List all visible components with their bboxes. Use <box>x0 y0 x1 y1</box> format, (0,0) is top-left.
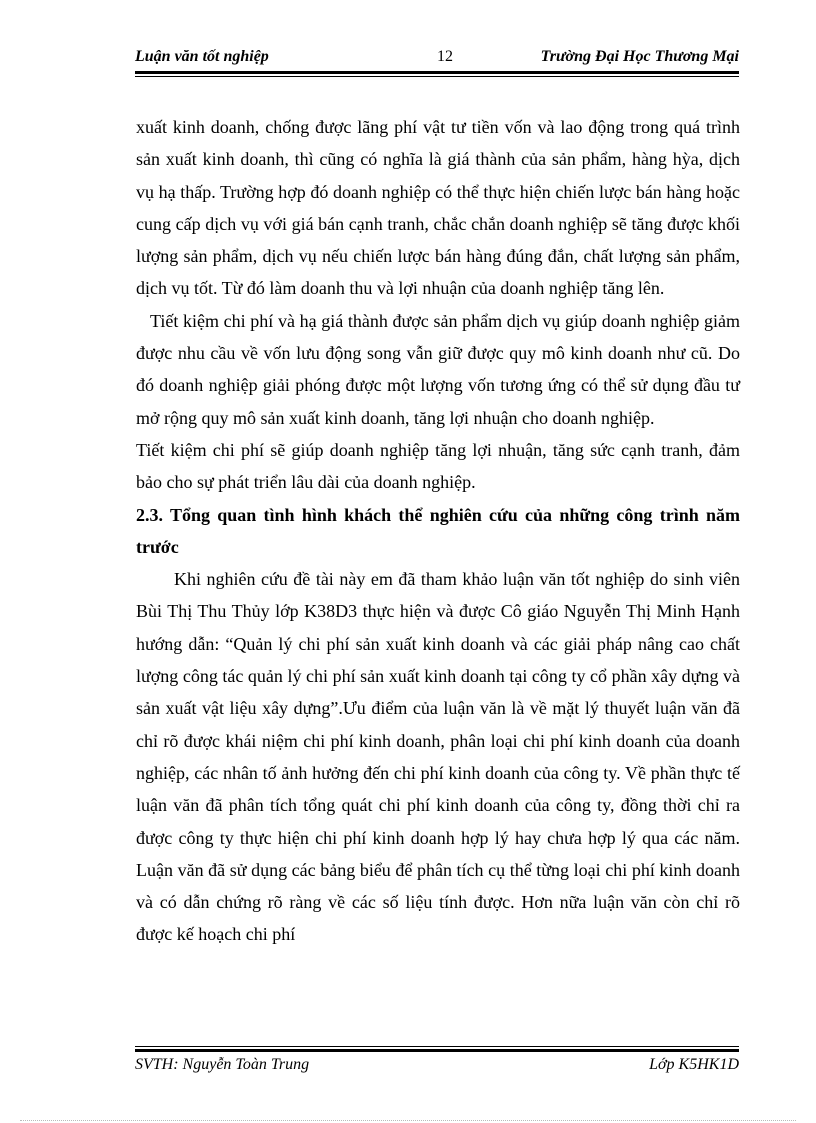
footer-class: Lớp K5HK1D <box>649 1056 739 1073</box>
footer-student-name: SVTH: Nguyễn Toàn Trung <box>135 1056 310 1073</box>
paragraph-literature-review: Khi nghiên cứu đề tài này em đã tham khảo luận văn tốt nghiệp do sinh viên Bùi Thị Thu Thủy lớp K38D3 thực hiện và được Cô giáo Nguyễn Thị Minh Hạnh hướng dẫn: “Quản lý chi phí sản xuất kinh doanh và các giải pháp nâng cao chất lượng công tác quản lý chi phí sản xuất kinh doanh tại công ty cổ phần xây dựng và sản xuất vật liệu xây dựng”.Ưu điểm của luận văn là về mặt lý thuyết luận văn đã chỉ rõ được khái niệm chi phí kinh doanh, phân loại chi phí kinh doanh của doanh nghiệp, các nhân tố ảnh hưởng đến chi phí kinh doanh của công ty. Về phần thực tế luận văn đã phân tích tổng quát chi phí kinh doanh của công ty, đồng thời chỉ ra được công ty thực hiện chi phí kinh doanh hợp lý hay chưa hợp lý qua các năm. Luận văn đã sử dụng các bảng biểu để phân tích cụ thể từng loại chi phí kinh doanh và có dẫn chứng rõ ràng về các số liệu tính được. Hơn nữa luận văn còn chỉ rõ được kế hoạch chi phí <box>136 569 740 945</box>
header-thesis-label: Luận văn tốt nghiệp <box>135 48 269 65</box>
header-rule-thin <box>135 76 739 77</box>
page-number: 12 <box>437 48 453 65</box>
footer-rule-thin <box>135 1046 739 1047</box>
header-university: Trường Đại Học Thương Mại <box>540 48 739 65</box>
page-footer <box>135 1056 739 1078</box>
page-body <box>136 111 740 951</box>
page-edge-divider <box>20 1120 796 1121</box>
paragraph-continuation: xuất kinh doanh, chống được lãng phí vật tư tiền vốn và lao động trong quá trình sản xuất kinh doanh, thì cũng có nghĩa là giá thành của sản phẩm, hàng hỳa, dịch vụ hạ thấp. Trường hợp đó doanh nghiệp có thể thực hiện chiến lược bán hàng hoặc cung cấp dịch vụ với giá bán cạnh tranh, chắc chắn doanh nghiệp sẽ tăng được khối lượng sản phẩm, dịch vụ nếu chiến lược bán hàng đúng đắn, chất lượng sản phẩm, dịch vụ tốt. Từ đó làm doanh thu và lợi nhuận của doanh nghiệp tăng lên. <box>136 117 740 299</box>
paragraph-competitiveness: Tiết kiệm chi phí sẽ giúp doanh nghiệp tăng lợi nhuận, tăng sức cạnh tranh, đảm bảo cho sự phát triển lâu dài của doanh nghiệp. <box>136 439 740 493</box>
footer-rule-thick <box>135 1049 739 1052</box>
section-heading: 2.3. Tổng quan tình hình khách thể nghiên cứu của những công trình năm trước <box>136 504 740 557</box>
paragraph-cost-saving: Tiết kiệm chi phí và hạ giá thành được sản phẩm dịch vụ giúp doanh nghiệp giảm được nhu cầu về vốn lưu động song vẫn giữ được quy mô kinh doanh như cũ. Do đó doanh nghiệp giải phóng được một lượng vốn tương ứng có thể sử dụng đầu tư mở rộng quy mô sản xuất kinh doanh, tăng lợi nhuận cho doanh nghiệp. <box>136 310 740 428</box>
page-header <box>135 48 739 70</box>
header-rule-thick <box>135 71 739 74</box>
